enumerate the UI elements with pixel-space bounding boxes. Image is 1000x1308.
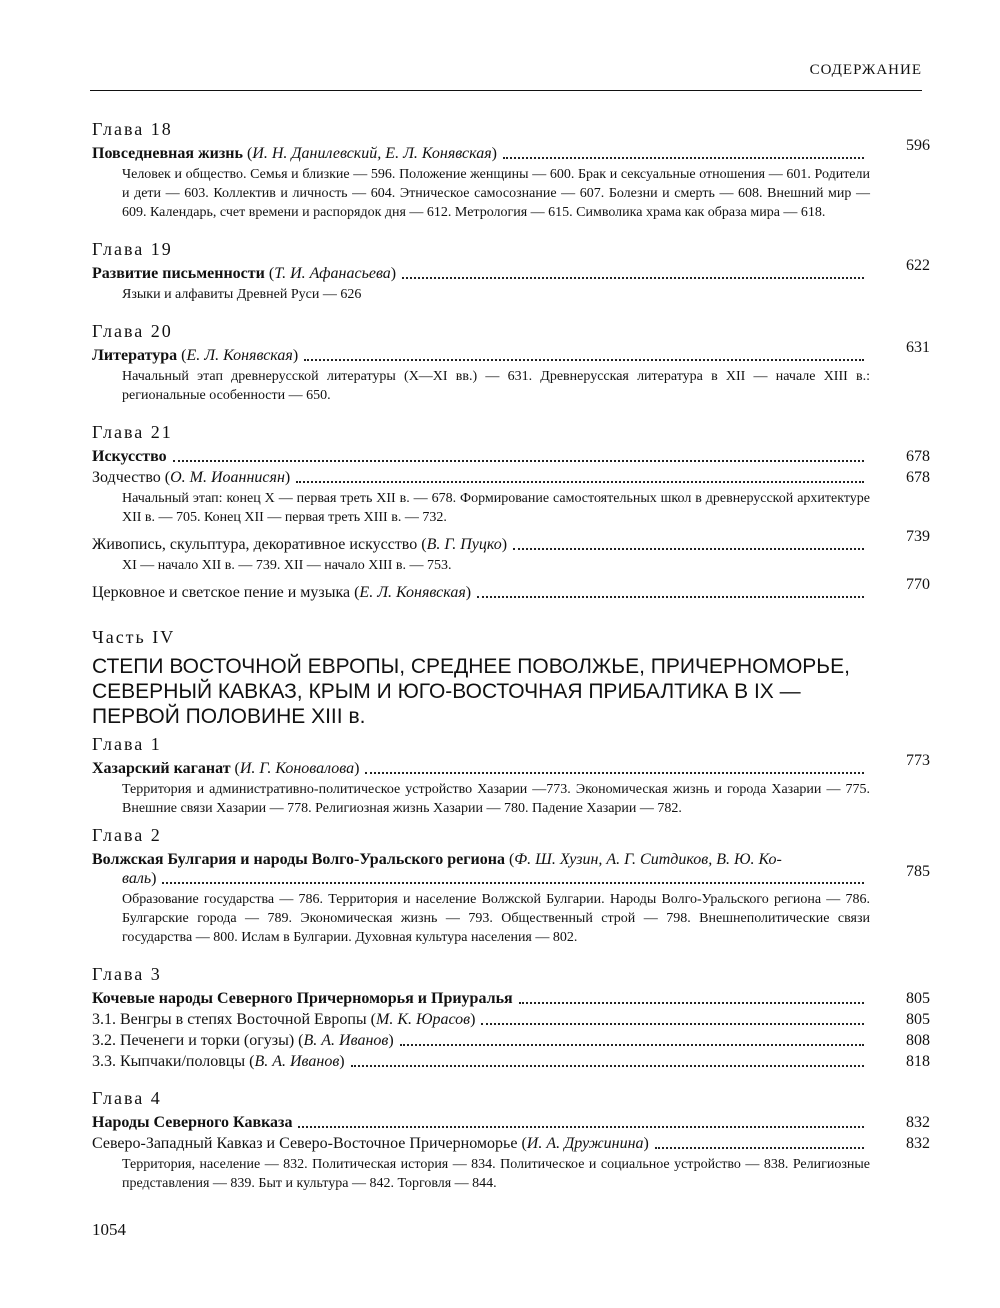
page-number: 596 — [906, 137, 930, 154]
entry-description: Образование государства — 786. Территория и население Волжской Булгарии. Народы Волго-Уральского региона — 786. Булгарские города — 789. Экономическая жизнь — 793. Общественный строй — 798. Внешнеполитические связи государства — 800. Ислам в Булгарии. Духовная культура населения — 802. — [122, 892, 870, 945]
page-number: 739 — [906, 528, 930, 545]
toc-entry — [92, 989, 930, 1008]
page-number: 818 — [906, 1053, 930, 1070]
toc-entry — [92, 850, 930, 888]
dot-leader — [513, 548, 864, 550]
page-number: 832 — [906, 1135, 930, 1152]
page-number: 773 — [906, 752, 930, 769]
entry-description: Начальный этап: конец X — первая треть XII в. — 678. Формирование самостоятельных школ в древнерусской архитектуре XII в. — 705. Конец XII — первая треть XIII в. — 732. — [122, 491, 870, 525]
entry-description: Территория и административно-политическое устройство Хазарии —773. Экономическая жизнь и города Хазарии — 775. Внешние связи Хазарии — 778. Религиозная жизнь Хазарии — 780. Падение Хазарии — 782. — [122, 782, 870, 816]
entry-description: Начальный этап древнерусской литературы (X—XI вв.) — 631. Древнерусская литература в XII — начале XIII в.: региональные особенности — 650. — [122, 369, 870, 403]
chapter-label: Глава 3 — [92, 964, 162, 984]
entry-title: Литература (Е. Л. Конявская) — [92, 347, 299, 364]
entry-title: Живопись, скульптура, декоративное искусство (В. Г. Пуцко) — [92, 536, 508, 553]
entry-title: Повседневная жизнь (И. Н. Данилевский, Е. Л. Конявская) — [92, 145, 497, 162]
entry-title: 3.3. Кыпчаки/половцы (В. А. Иванов) — [92, 1053, 345, 1070]
entry-title: Хазарский каганат (И. Г. Коновалова) — [92, 760, 360, 777]
toc-entry — [92, 1134, 930, 1153]
entry-description: Человек и общество. Семья и близкие — 596. Положение женщины — 600. Брак и сексуальные отношения — 601. Родители и дети — 603. Коллектив и личность — 604. Этническое самосознание — 607. Болезни и смерть — 608. Внешний мир — 609. Календарь, счет времени и распорядок дня — 612. Метрология — 615. Символика храма как образа мира — 618. — [122, 167, 870, 220]
chapter-label: Глава 4 — [92, 1088, 162, 1108]
toc-entry — [92, 1052, 930, 1071]
entry-title: Кочевые народы Северного Причерноморья и Приуралья — [92, 990, 513, 1007]
dot-leader — [304, 359, 864, 361]
dot-leader — [162, 882, 864, 884]
entry-title: Народы Северного Кавказа — [92, 1114, 293, 1131]
page-number: 678 — [906, 469, 930, 486]
running-head: СОДЕРЖАНИЕ — [809, 62, 922, 78]
toc-entry — [92, 1010, 930, 1029]
toc-entry — [92, 1031, 930, 1050]
toc-entry — [92, 528, 930, 554]
page-number: 805 — [906, 990, 930, 1007]
toc-entry — [92, 137, 930, 163]
entry-title-continuation: валь) — [122, 869, 870, 888]
page-number: 678 — [906, 448, 930, 465]
entry-title: Искусство — [92, 448, 167, 465]
entry-description: Языки и алфавиты Древней Руси — 626 — [122, 287, 362, 302]
entry-description: XI — начало XII в. — 739. XII — начало XIII в. — 753. — [122, 558, 452, 573]
page-number: 770 — [906, 576, 930, 593]
header-rule — [90, 90, 922, 91]
entry-description: Территория, население — 832. Политическая история — 834. Политическое и социальное устройство — 838. Религиозные представления — 839. Быт и культура — 842. Торговля — 844. — [122, 1157, 870, 1191]
dot-leader — [298, 1126, 864, 1128]
part-title: СТЕПИ ВОСТОЧНОЙ ЕВРОПЫ, СРЕДНЕЕ ПОВОЛЖЬЕ, ПРИЧЕРНОМОРЬЕ, СЕВЕРНЫЙ КАВКАЗ, КРЫМ И ЮГО-ВОСТОЧНАЯ ПРИБАЛТИКА В IX — ПЕРВОЙ ПОЛОВИНЕ XIII в. — [92, 655, 850, 728]
dot-leader — [400, 1044, 864, 1046]
dot-leader — [503, 157, 864, 159]
chapter-label: Глава 19 — [92, 239, 173, 259]
dot-leader — [173, 460, 864, 462]
page-number: 622 — [906, 257, 930, 274]
chapter-label: Глава 18 — [92, 119, 173, 139]
entry-title: Волжская Булгария и народы Волго-Уральского региона (Ф. Ш. Хузин, А. Г. Ситдиков, В. Ю. Ко- — [92, 851, 782, 868]
chapter-label: Глава 20 — [92, 321, 173, 341]
entry-title: Зодчество (О. М. Иоаннисян) — [92, 469, 291, 486]
toc-entry — [92, 1113, 930, 1132]
entry-title: 3.1. Венгры в степях Восточной Европы (М. К. Юрасов) — [92, 1011, 476, 1028]
table-of-contents — [92, 118, 930, 1193]
entry-title: 3.2. Печенеги и торки (огузы) (В. А. Иванов) — [92, 1032, 394, 1049]
dot-leader — [655, 1147, 864, 1149]
dot-leader — [402, 277, 864, 279]
chapter-label: Глава 1 — [92, 734, 162, 754]
page-number: 805 — [906, 1011, 930, 1028]
chapter-label: Глава 2 — [92, 825, 162, 845]
toc-entry — [92, 752, 930, 778]
dot-leader — [481, 1023, 864, 1025]
entry-title: Северо-Западный Кавказ и Северо-Восточное Причерноморье (И. А. Дружинина) — [92, 1135, 649, 1152]
page-number: 785 — [906, 863, 930, 880]
dot-leader — [477, 596, 864, 598]
toc-entry — [92, 339, 930, 365]
toc-entry — [92, 468, 930, 487]
page-number: 808 — [906, 1032, 930, 1049]
entry-title: Церковное и светское пение и музыка (Е. Л. Конявская) — [92, 584, 472, 601]
chapter-label: Глава 21 — [92, 422, 173, 442]
toc-entry — [92, 447, 930, 466]
toc-entry — [92, 576, 930, 602]
page-folio: 1054 — [92, 1220, 126, 1239]
dot-leader — [351, 1065, 864, 1067]
entry-title: Развитие письменности (Т. И. Афанасьева) — [92, 265, 397, 282]
dot-leader — [519, 1002, 864, 1004]
page-number: 631 — [906, 339, 930, 356]
page-number: 832 — [906, 1114, 930, 1131]
part-label: Часть IV — [92, 627, 176, 647]
toc-entry — [92, 257, 930, 283]
dot-leader — [365, 772, 864, 774]
dot-leader — [296, 481, 864, 483]
